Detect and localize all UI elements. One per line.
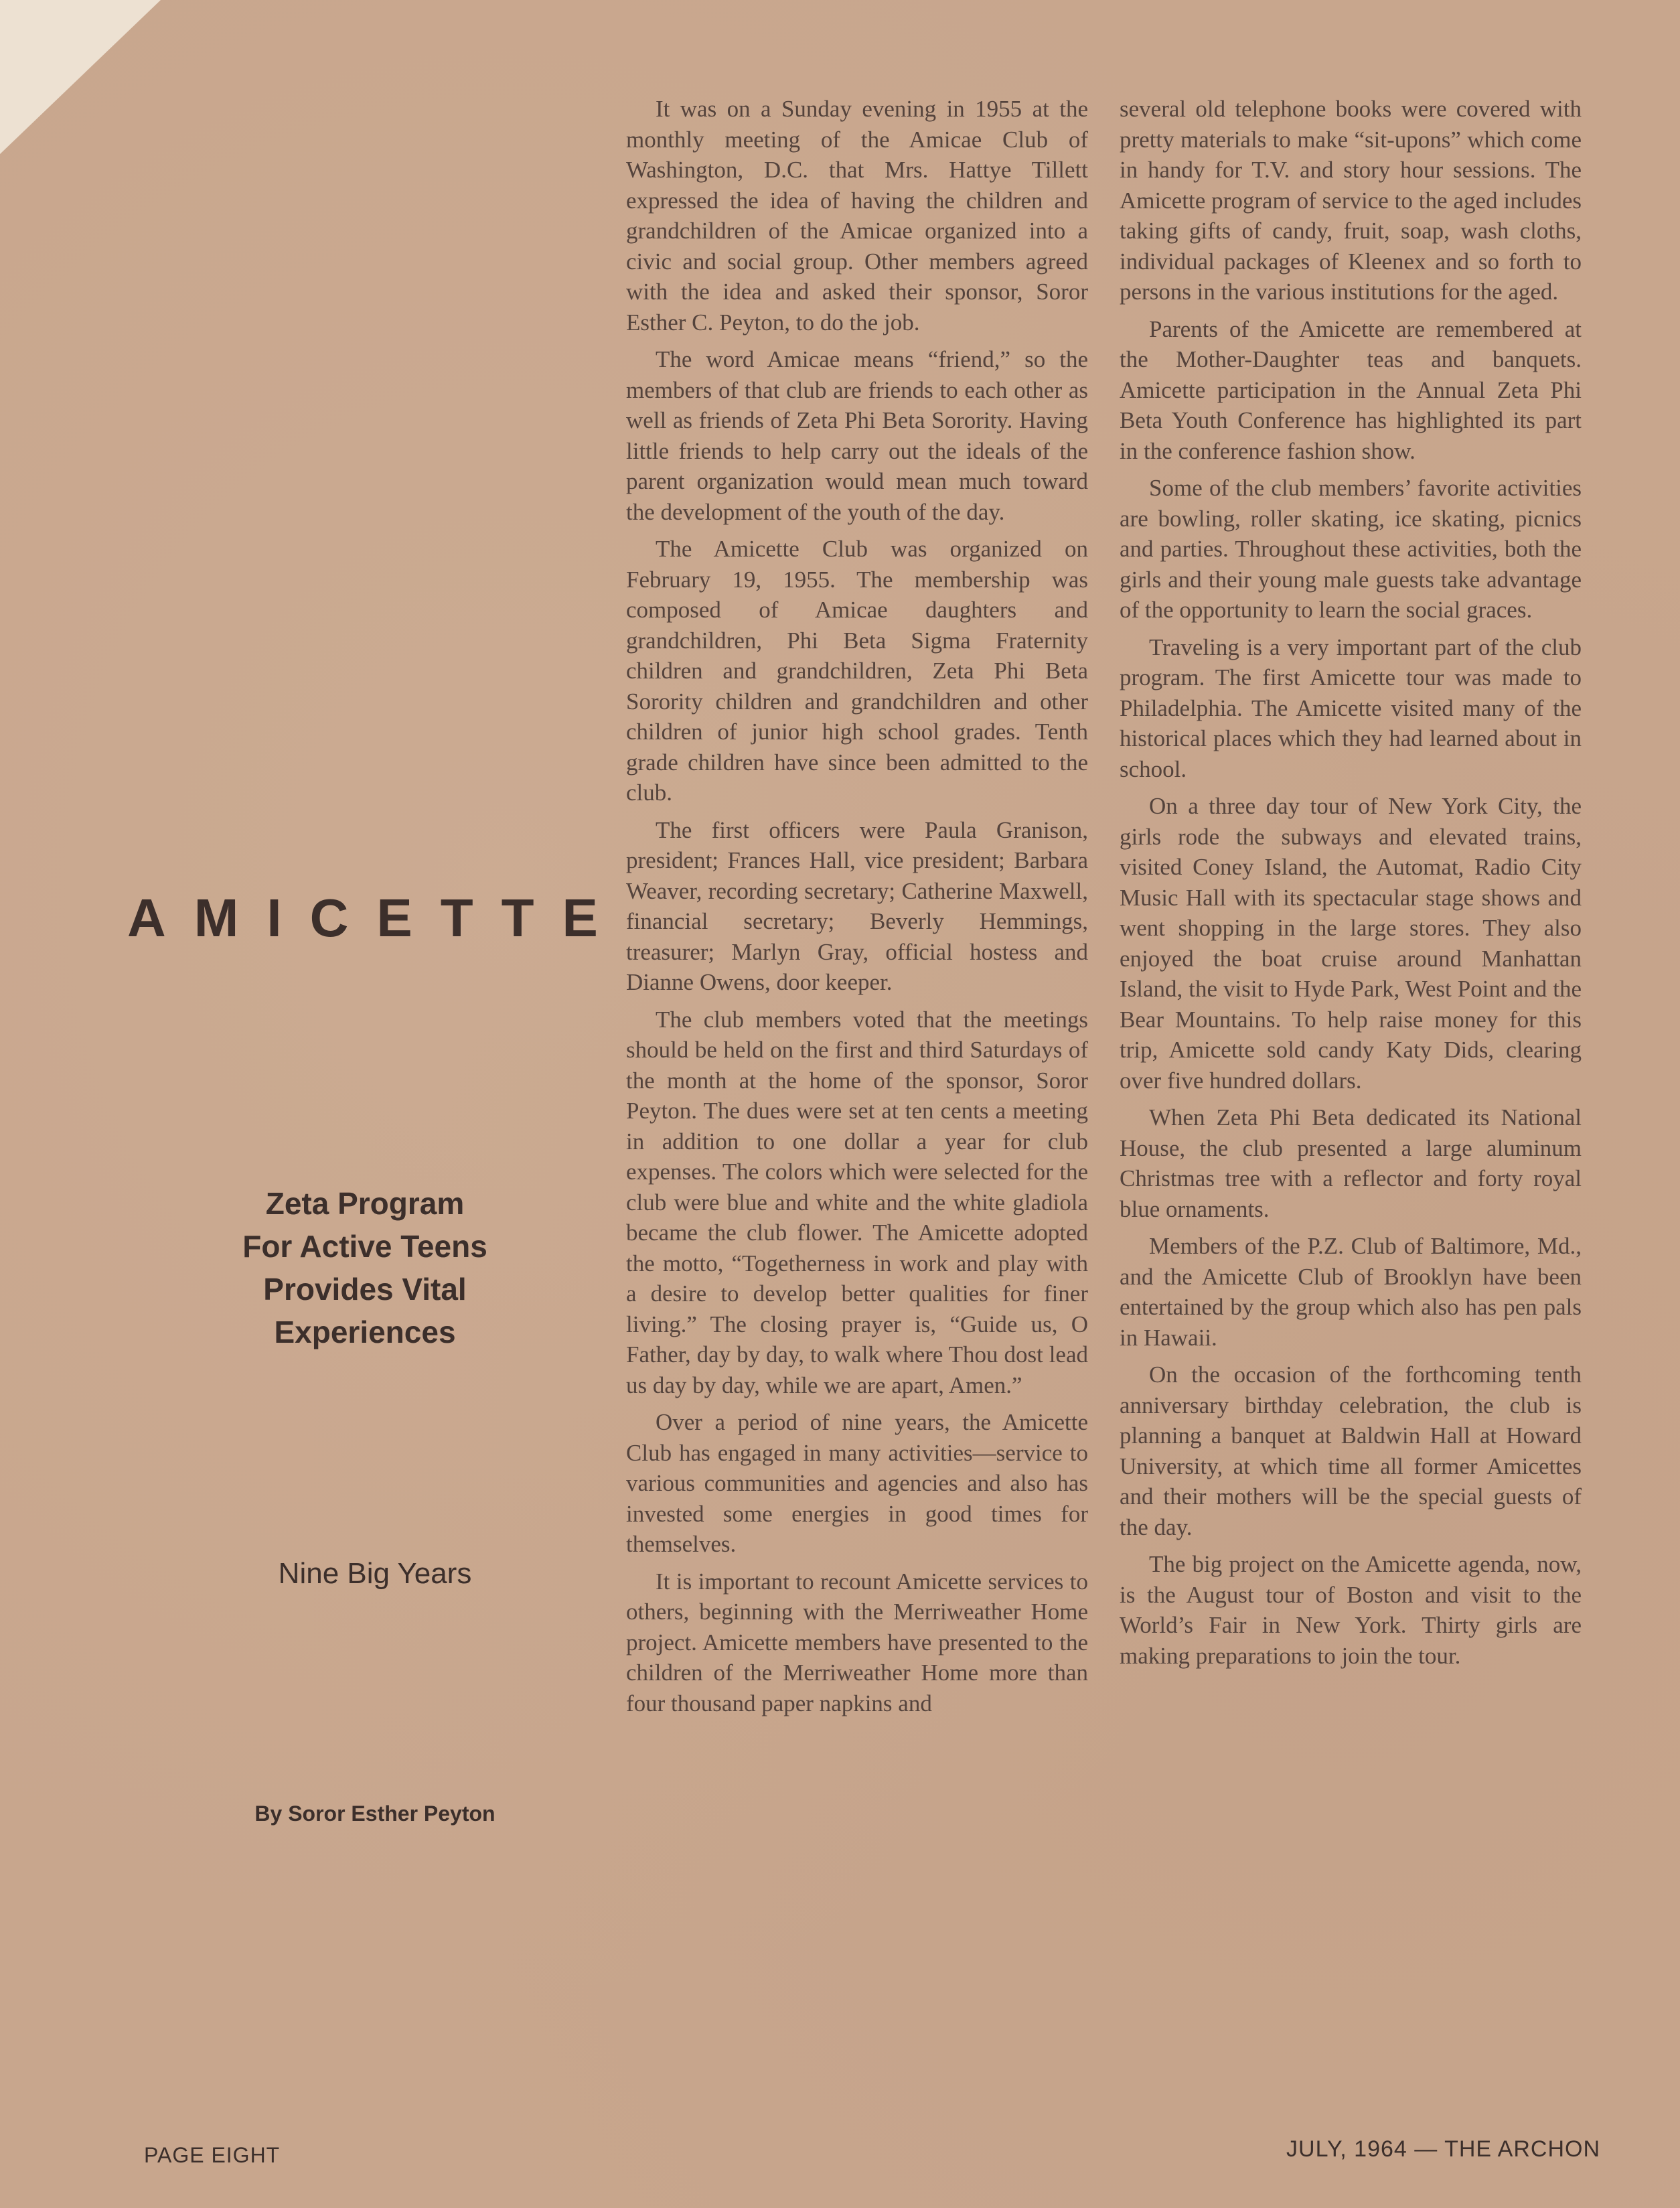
paragraph: On the occasion of the forthcoming tenth anniversary birthday celebration, the club is planning a banquet at Baldwin Hall at Howard University, at which time all former Amicettes and their mothers will be the special guests of the day.	[1120, 1361, 1582, 1540]
paragraph: It was on a Sunday evening in 1955 at the monthly meeting of the Amicae Club of Washington, D.C. that Mrs. Hattye Tillett expressed the idea of having the children and grandchildren of the Amicae organized into a civic and social group. Other members agreed with the idea and asked their sponsor, Soror Esther C. Peyton, to do the job.	[626, 96, 1088, 336]
article-byline: By Soror Esther Peyton	[254, 1801, 495, 1826]
paragraph: Members of the P.Z. Club of Baltimore, Md., and the Amicette Club of Brooklyn have been entertained by the group which also has pen pals in Hawaii.	[1120, 1233, 1582, 1351]
paragraph: The big project on the Amicette agenda, now, is the August tour of Boston and visit to the World’s Fair in New York. Thirty girls are making preparations to join the tour.	[1120, 1551, 1582, 1669]
article-subtitle	[167, 1182, 562, 1353]
paragraph: The word Amicae means “friend,” so the members of that club are friends to each other as well as friends of Zeta Phi Beta Sorority. Having little friends to help carry out the ideals of the parent organization would mean much toward the development of the youth of the day.	[626, 346, 1088, 525]
paragraph: Traveling is a very important part of the club program. The first Amicette tour was made to Philadelphia. The Amicette visited many of the historical places which they had learned about in school.	[1120, 634, 1582, 782]
subtitle-line: Experiences	[274, 1315, 456, 1349]
paragraph-continuation: several old telephone books were covered with pretty materials to make “sit-upons” which come in handy for T.V. and story hour sessions. The Amicette program of service to the aged includes taking gifts of candy, fruit, soap, wash cloths, individual packages of Kleenex and so forth to persons in the various institutions for the aged.	[1120, 96, 1582, 305]
paragraph: The Amicette Club was organized on February 19, 1955. The membership was composed of Amicae daughters and grandchildren, Phi Beta Sigma Fraternity children and grandchildren, Zeta Phi Beta Sorority children and grandchildren and other children of junior high school grades. Tenth grade children have since been admitted to the club.	[626, 536, 1088, 806]
paragraph: Parents of the Amicette are remembered at the Mother-Daughter teas and banquets. Amicette participation in the Annual Zeta Phi Beta Youth Conference has highlighted its part in the conference fashion show.	[1120, 315, 1582, 464]
text-column-1	[626, 94, 1088, 1725]
text-column-2	[1120, 94, 1582, 1678]
issue-info: JULY, 1964 — THE ARCHON	[1286, 2136, 1600, 2162]
paragraph: Over a period of nine years, the Amicette Club has engaged in many activities—service to various communities and agencies and also has invested some energies in good times for themselves.	[626, 1409, 1088, 1557]
page-number: PAGE EIGHT	[144, 2143, 281, 2167]
article-tagline: Nine Big Years	[278, 1557, 472, 1590]
paragraph: The first officers were Paula Granison, president; Frances Hall, vice president; Barbara Weaver, recording secretary; Catherine Maxwell, financial secretary; Beverly Hemmings, treasurer; Marlyn Gray, official hostess and Dianne Owens, door keeper.	[626, 816, 1088, 995]
subtitle-line: Provides Vital	[263, 1272, 467, 1307]
paragraph: On a three day tour of New York City, the girls rode the subways and elevated trains, visited Coney Island, the Automat, Radio City Music Hall with its spectacular stage shows and went shopping in the large stores. They also enjoyed the boat cruise around Manhattan Island, the visit to Hyde Park, West Point and the Bear Mountains. To help raise money for this trip, Amicette sold candy Katy Dids, clearing over five hundred dollars.	[1120, 793, 1582, 1094]
subtitle-line: Zeta Program	[265, 1186, 465, 1221]
paragraph: When Zeta Phi Beta dedicated its National House, the club presented a large aluminum Christmas tree with a reflector and forty royal blue ornaments.	[1120, 1104, 1582, 1222]
article-title: AMICETTE	[127, 888, 626, 948]
paragraph: Some of the club members’ favorite activities are bowling, roller skating, ice skating, picnics and parties. Throughout these activities, both the girls and their young male guests take advantage of the opportunity to learn the social graces.	[1120, 475, 1582, 623]
paragraph: It is important to recount Amicette services to others, beginning with the Merriweather Home project. Amicette members have presented to the children of the Merriweather Home more than four thousand paper napkins and	[626, 1568, 1088, 1716]
torn-corner	[0, 0, 161, 154]
paragraph: The club members voted that the meetings should be held on the first and third Saturdays of the month at the home of the sponsor, Soror Peyton. The dues were set at ten cents a meeting in addition to one dollar a year for club expenses. The colors which were selected for the club were blue and white and the white gladiola became the club flower. The Amicette adopted the motto, “Togetherness in work and play with a desire to develop better qualities for finer living.” The closing prayer is, “Guide us, O Father, day by day, to walk where Thou dost lead us day by day, while we are apart, Amen.”	[626, 1006, 1088, 1398]
subtitle-line: For Active Teens	[242, 1229, 487, 1264]
